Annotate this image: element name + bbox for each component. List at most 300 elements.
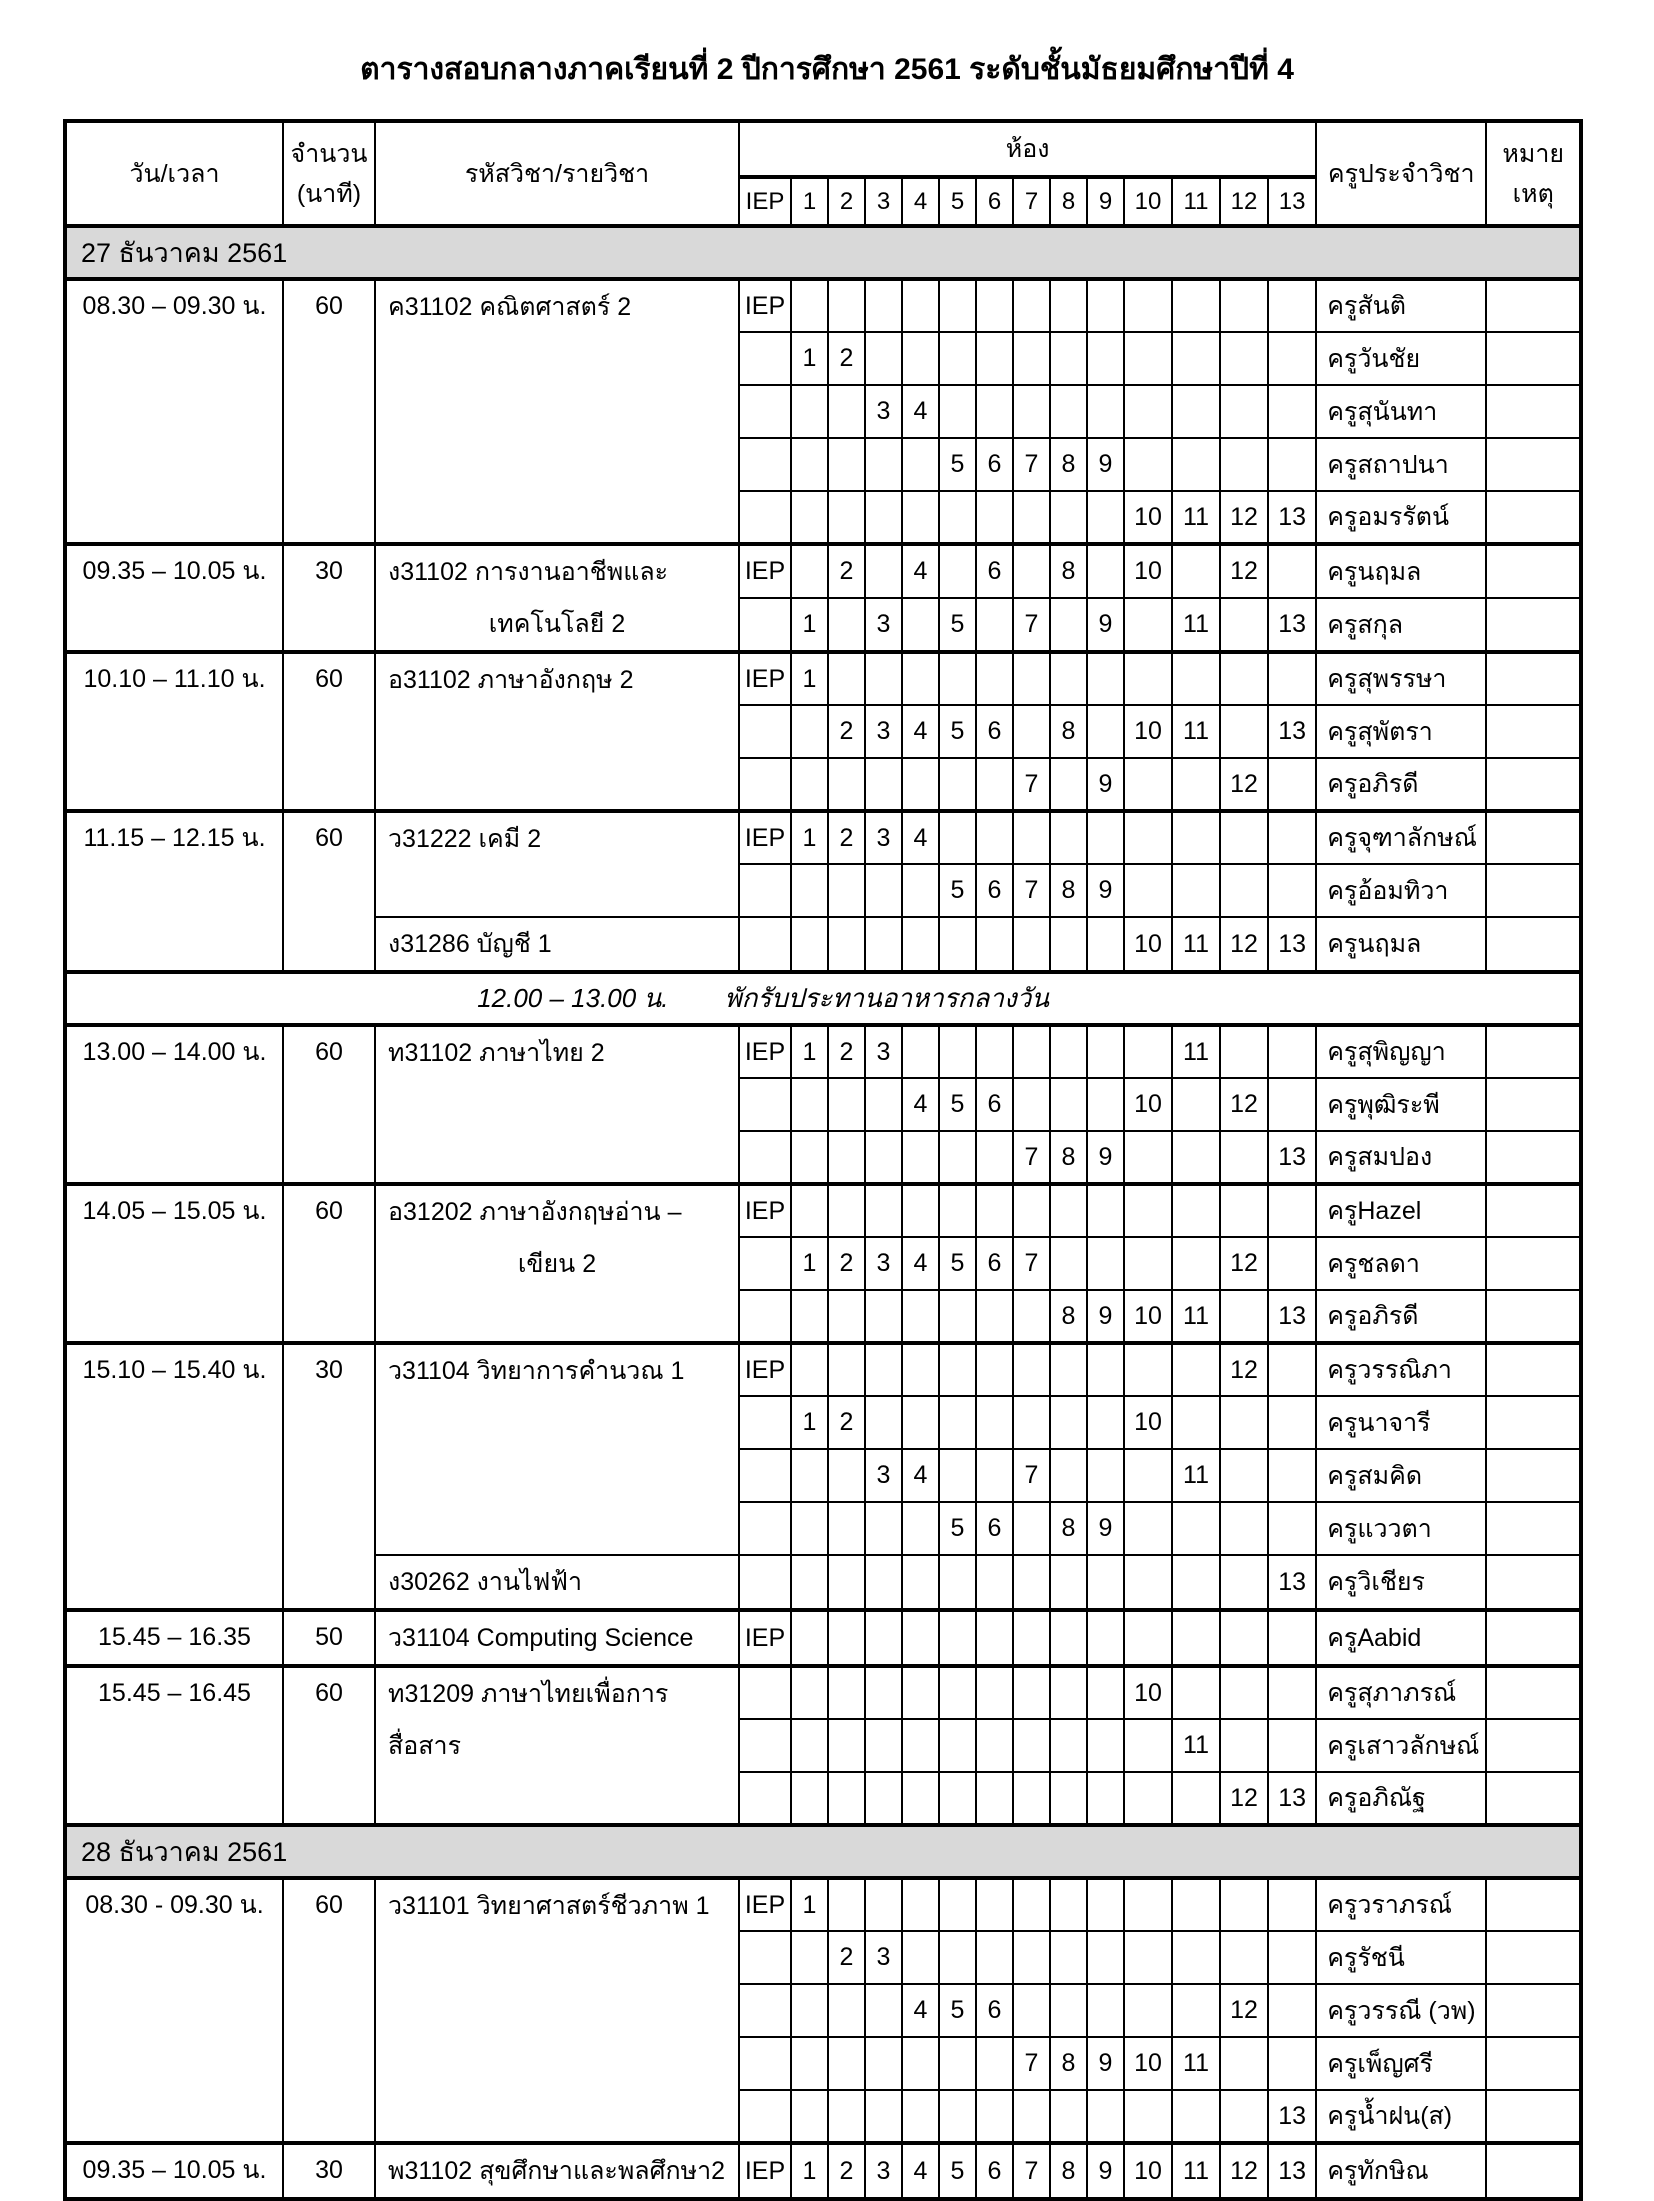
room-cell-7 (1013, 1772, 1050, 1825)
timetable-body (65, 226, 1581, 2199)
room-col-header-5: 5 (939, 177, 976, 226)
minutes-cell: 50 (283, 1610, 375, 1666)
room-cell-10 (1124, 279, 1172, 332)
room-cell-2 (828, 1290, 865, 1343)
room-cell-1: 1 (791, 811, 828, 864)
room-cell-6 (976, 1878, 1013, 1931)
room-cell-9 (1087, 652, 1124, 705)
room-col-header-4: 4 (902, 177, 939, 226)
subject-line: ว31104 วิทยาการคำนวณ 1 (388, 1357, 685, 1385)
room-cell-11: 11 (1172, 1719, 1220, 1772)
room-cell-3 (865, 2037, 902, 2090)
room-cell-3 (865, 1184, 902, 1237)
teacher-cell: ครูทักษิณ (1316, 2143, 1486, 2199)
room-cell-9 (1087, 1449, 1124, 1502)
room-cell-4: 4 (902, 1984, 939, 2037)
room-cell-3 (865, 544, 902, 598)
room-cell-6: 6 (976, 1502, 1013, 1555)
room-cell-12 (1220, 1719, 1268, 1772)
teacher-cell: ครูสถาปนา (1316, 438, 1486, 491)
room-cell-6 (976, 1449, 1013, 1502)
col-header-day-time: วัน/เวลา (65, 121, 283, 226)
room-cell-13 (1268, 1984, 1316, 2037)
room-cell-9 (1087, 544, 1124, 598)
room-cell-2 (828, 1131, 865, 1184)
room-cell-IEP (739, 1237, 791, 1290)
note-cell (1486, 705, 1581, 758)
room-cell-10 (1124, 1449, 1172, 1502)
room-cell-4: 4 (902, 1449, 939, 1502)
room-cell-12 (1220, 1449, 1268, 1502)
room-cell-1 (791, 1502, 828, 1555)
room-cell-1 (791, 1666, 828, 1719)
note-cell (1486, 438, 1581, 491)
room-cell-IEP: IEP (739, 279, 791, 332)
room-cell-10 (1124, 438, 1172, 491)
room-cell-1: 1 (791, 1878, 828, 1931)
room-cell-11: 11 (1172, 2143, 1220, 2199)
room-cell-5: 5 (939, 2143, 976, 2199)
room-cell-2 (828, 917, 865, 972)
room-cell-12 (1220, 2037, 1268, 2090)
room-cell-1: 1 (791, 598, 828, 652)
room-cell-2: 2 (828, 705, 865, 758)
room-cell-6 (976, 652, 1013, 705)
room-cell-2 (828, 1449, 865, 1502)
time-cell: 08.30 - 09.30 น. (65, 1878, 283, 2143)
room-cell-11 (1172, 1343, 1220, 1396)
room-cell-10 (1124, 1237, 1172, 1290)
note-cell (1486, 1984, 1581, 2037)
teacher-cell: ครูวราภรณ์ (1316, 1878, 1486, 1931)
room-cell-2 (828, 1878, 865, 1931)
room-cell-11 (1172, 864, 1220, 917)
room-cell-3 (865, 1984, 902, 2037)
room-cell-4 (902, 1290, 939, 1343)
room-cell-11 (1172, 438, 1220, 491)
subject-line: ว31101 วิทยาศาสตร์ชีวภาพ 1 (388, 1892, 710, 1920)
room-cell-10 (1124, 1502, 1172, 1555)
room-cell-4 (902, 332, 939, 385)
room-cell-6: 6 (976, 438, 1013, 491)
room-cell-4 (902, 758, 939, 811)
room-cell-IEP (739, 1131, 791, 1184)
time-cell: 15.45 – 16.35 (65, 1610, 283, 1666)
room-cell-8 (1050, 811, 1087, 864)
room-cell-1 (791, 1184, 828, 1237)
room-cell-IEP: IEP (739, 1878, 791, 1931)
room-cell-8 (1050, 917, 1087, 972)
room-col-header-11: 11 (1172, 177, 1220, 226)
room-cell-13: 13 (1268, 2090, 1316, 2143)
room-cell-11: 11 (1172, 491, 1220, 544)
room-cell-10 (1124, 1343, 1172, 1396)
room-cell-5 (939, 652, 976, 705)
room-cell-2 (828, 598, 865, 652)
room-cell-5 (939, 544, 976, 598)
room-cell-10 (1124, 598, 1172, 652)
room-cell-13: 13 (1268, 2143, 1316, 2199)
time-cell: 09.35 – 10.05 น. (65, 2143, 283, 2199)
room-cell-12: 12 (1220, 2143, 1268, 2199)
teacher-cell: ครูนาจารี (1316, 1396, 1486, 1449)
room-col-header-8: 8 (1050, 177, 1087, 226)
room-cell-12 (1220, 1931, 1268, 1984)
room-cell-9 (1087, 2090, 1124, 2143)
room-cell-2 (828, 1610, 865, 1666)
room-cell-4 (902, 1719, 939, 1772)
room-cell-7 (1013, 279, 1050, 332)
room-cell-2: 2 (828, 544, 865, 598)
col-header-note-line2: เหตุ (1512, 179, 1554, 208)
time-cell: 10.10 – 11.10 น. (65, 652, 283, 811)
room-cell-6 (976, 385, 1013, 438)
room-cell-1 (791, 1555, 828, 1610)
room-cell-11 (1172, 1396, 1220, 1449)
subject-line: ค31102 คณิตศาสตร์ 2 (388, 293, 632, 321)
note-cell (1486, 1610, 1581, 1666)
room-cell-5 (939, 1396, 976, 1449)
room-cell-8: 8 (1050, 544, 1087, 598)
room-cell-6: 6 (976, 1078, 1013, 1131)
room-cell-11 (1172, 811, 1220, 864)
room-cell-IEP: IEP (739, 1025, 791, 1078)
room-cell-4 (902, 1396, 939, 1449)
room-cell-10: 10 (1124, 1666, 1172, 1719)
room-cell-IEP (739, 864, 791, 917)
teacher-cell: ครูวรรณี (วพ) (1316, 1984, 1486, 2037)
room-cell-IEP (739, 705, 791, 758)
room-cell-13 (1268, 1878, 1316, 1931)
note-cell (1486, 544, 1581, 598)
room-cell-IEP: IEP (739, 544, 791, 598)
room-cell-8 (1050, 332, 1087, 385)
room-cell-7 (1013, 1555, 1050, 1610)
subject-cell (375, 1610, 739, 1666)
time-cell: 15.10 – 15.40 น. (65, 1343, 283, 1610)
room-cell-IEP (739, 1666, 791, 1719)
room-cell-1 (791, 1131, 828, 1184)
room-cell-7: 7 (1013, 438, 1050, 491)
subject-cell (375, 917, 739, 972)
time-cell: 13.00 – 14.00 น. (65, 1025, 283, 1184)
room-cell-3 (865, 1772, 902, 1825)
room-cell-7 (1013, 491, 1050, 544)
subject-line: ง31102 การงานอาชีพและ (388, 558, 669, 586)
room-cell-10 (1124, 1555, 1172, 1610)
room-cell-13 (1268, 1931, 1316, 1984)
subject-line: พ31102 สุขศึกษาและพลศึกษา2 (388, 2157, 726, 2185)
room-cell-13: 13 (1268, 1555, 1316, 1610)
minutes-cell: 60 (283, 1184, 375, 1343)
room-cell-3 (865, 1555, 902, 1610)
lunch-time: 12.00 – 13.00 น. (477, 983, 669, 1013)
room-cell-8: 8 (1050, 705, 1087, 758)
room-cell-7 (1013, 1666, 1050, 1719)
room-cell-10 (1124, 1719, 1172, 1772)
note-cell (1486, 1396, 1581, 1449)
room-cell-4: 4 (902, 385, 939, 438)
room-cell-2: 2 (828, 332, 865, 385)
room-cell-9: 9 (1087, 758, 1124, 811)
room-cell-10 (1124, 1772, 1172, 1825)
room-cell-11 (1172, 1772, 1220, 1825)
room-cell-4 (902, 438, 939, 491)
room-cell-13 (1268, 544, 1316, 598)
teacher-cell: ครูสุนันทา (1316, 385, 1486, 438)
room-cell-13 (1268, 438, 1316, 491)
room-cell-11: 11 (1172, 2037, 1220, 2090)
room-cell-6 (976, 758, 1013, 811)
room-cell-5 (939, 332, 976, 385)
room-cell-3 (865, 864, 902, 917)
room-cell-12: 12 (1220, 917, 1268, 972)
room-cell-8 (1050, 1931, 1087, 1984)
teacher-cell: ครูอภิรดี (1316, 1290, 1486, 1343)
room-cell-12: 12 (1220, 1078, 1268, 1131)
room-cell-9: 9 (1087, 1131, 1124, 1184)
room-cell-5 (939, 1131, 976, 1184)
room-cell-1 (791, 1078, 828, 1131)
teacher-cell: ครูสุพรรษา (1316, 652, 1486, 705)
teacher-cell: ครูอ้อมทิวา (1316, 864, 1486, 917)
room-cell-11 (1172, 1237, 1220, 1290)
room-cell-IEP (739, 1290, 791, 1343)
room-cell-11 (1172, 332, 1220, 385)
teacher-cell: ครูพุฒิระพี (1316, 1078, 1486, 1131)
room-cell-6: 6 (976, 2143, 1013, 2199)
room-cell-9: 9 (1087, 1290, 1124, 1343)
room-cell-13: 13 (1268, 917, 1316, 972)
room-cell-2 (828, 2090, 865, 2143)
room-cell-10 (1124, 652, 1172, 705)
room-cell-1 (791, 1984, 828, 2037)
room-cell-6 (976, 1025, 1013, 1078)
note-cell (1486, 2090, 1581, 2143)
teacher-cell: ครูสกุล (1316, 598, 1486, 652)
room-cell-9 (1087, 1610, 1124, 1666)
room-cell-8 (1050, 1396, 1087, 1449)
room-cell-8 (1050, 1555, 1087, 1610)
room-cell-8 (1050, 758, 1087, 811)
room-cell-9: 9 (1087, 598, 1124, 652)
room-cell-4 (902, 1772, 939, 1825)
room-cell-2 (828, 758, 865, 811)
room-cell-2 (828, 1343, 865, 1396)
room-cell-13: 13 (1268, 1772, 1316, 1825)
time-cell: 09.35 – 10.05 น. (65, 544, 283, 652)
room-cell-3 (865, 1078, 902, 1131)
room-cell-13 (1268, 1184, 1316, 1237)
exam-row (65, 1343, 1581, 1396)
room-cell-6 (976, 1343, 1013, 1396)
room-cell-5 (939, 1025, 976, 1078)
room-cell-3 (865, 758, 902, 811)
note-cell (1486, 1666, 1581, 1719)
room-cell-13 (1268, 2037, 1316, 2090)
teacher-cell: ครูเพ็ญศรี (1316, 2037, 1486, 2090)
room-cell-IEP (739, 917, 791, 972)
room-cell-5: 5 (939, 1237, 976, 1290)
room-cell-IEP (739, 491, 791, 544)
room-cell-8 (1050, 385, 1087, 438)
room-cell-12 (1220, 1396, 1268, 1449)
exam-row (65, 1025, 1581, 1078)
note-cell (1486, 491, 1581, 544)
room-cell-7 (1013, 1610, 1050, 1666)
room-cell-7 (1013, 1878, 1050, 1931)
room-col-header-13: 13 (1268, 177, 1316, 226)
room-cell-1 (791, 438, 828, 491)
room-cell-4 (902, 491, 939, 544)
teacher-cell: ครูจุฑาลักษณ์ (1316, 811, 1486, 864)
note-cell (1486, 2143, 1581, 2199)
room-cell-12: 12 (1220, 1772, 1268, 1825)
room-cell-4 (902, 1184, 939, 1237)
room-cell-6 (976, 1931, 1013, 1984)
room-cell-11 (1172, 1184, 1220, 1237)
exam-row (65, 1184, 1581, 1237)
room-cell-4 (902, 598, 939, 652)
note-cell (1486, 1555, 1581, 1610)
subject-line: ว31222 เคมี 2 (388, 825, 542, 853)
room-cell-8 (1050, 1719, 1087, 1772)
room-cell-IEP (739, 1449, 791, 1502)
room-cell-6 (976, 2037, 1013, 2090)
room-cell-IEP: IEP (739, 1610, 791, 1666)
room-cell-2: 2 (828, 1025, 865, 1078)
teacher-cell: ครูนฤมล (1316, 917, 1486, 972)
room-cell-9 (1087, 917, 1124, 972)
note-cell (1486, 2037, 1581, 2090)
room-cell-5 (939, 1184, 976, 1237)
room-cell-10: 10 (1124, 544, 1172, 598)
exam-timetable (63, 119, 1583, 2201)
room-cell-3 (865, 1666, 902, 1719)
room-cell-11 (1172, 1984, 1220, 2037)
note-cell (1486, 1184, 1581, 1237)
note-cell (1486, 811, 1581, 864)
room-cell-13 (1268, 385, 1316, 438)
room-cell-4 (902, 1131, 939, 1184)
room-cell-3: 3 (865, 1025, 902, 1078)
room-cell-5 (939, 1666, 976, 1719)
room-cell-1 (791, 705, 828, 758)
room-cell-5 (939, 1555, 976, 1610)
room-cell-10: 10 (1124, 1396, 1172, 1449)
room-cell-10 (1124, 1610, 1172, 1666)
room-cell-4 (902, 1343, 939, 1396)
note-cell (1486, 652, 1581, 705)
room-cell-12 (1220, 1290, 1268, 1343)
room-cell-5: 5 (939, 864, 976, 917)
room-cell-3 (865, 1131, 902, 1184)
room-cell-10: 10 (1124, 705, 1172, 758)
room-cell-8 (1050, 1772, 1087, 1825)
room-cell-13 (1268, 864, 1316, 917)
room-cell-IEP (739, 1984, 791, 2037)
room-cell-5: 5 (939, 598, 976, 652)
room-cell-10 (1124, 385, 1172, 438)
room-col-header-IEP: IEP (739, 177, 791, 226)
room-cell-6 (976, 1666, 1013, 1719)
room-cell-9 (1087, 385, 1124, 438)
room-cell-2 (828, 1772, 865, 1825)
room-cell-9 (1087, 1237, 1124, 1290)
note-cell (1486, 758, 1581, 811)
subject-line: ท31209 ภาษาไทยเพื่อการ (388, 1680, 669, 1708)
room-cell-6 (976, 1719, 1013, 1772)
room-cell-5 (939, 1878, 976, 1931)
room-cell-12: 12 (1220, 1237, 1268, 1290)
room-cell-1 (791, 917, 828, 972)
room-cell-9 (1087, 491, 1124, 544)
teacher-cell: ครูสุพัตรา (1316, 705, 1486, 758)
room-cell-IEP: IEP (739, 2143, 791, 2199)
room-cell-6: 6 (976, 544, 1013, 598)
room-cell-1 (791, 2090, 828, 2143)
minutes-cell: 60 (283, 279, 375, 544)
room-cell-12 (1220, 332, 1268, 385)
room-cell-12 (1220, 1878, 1268, 1931)
room-cell-6 (976, 491, 1013, 544)
room-cell-1 (791, 864, 828, 917)
teacher-cell: ครูเสาวลักษณ์ (1316, 1719, 1486, 1772)
room-cell-8 (1050, 279, 1087, 332)
room-cell-12 (1220, 811, 1268, 864)
note-cell (1486, 279, 1581, 332)
room-cell-12: 12 (1220, 1343, 1268, 1396)
room-cell-2: 2 (828, 811, 865, 864)
note-cell (1486, 1502, 1581, 1555)
room-cell-5: 5 (939, 1078, 976, 1131)
room-cell-12 (1220, 279, 1268, 332)
room-cell-2 (828, 279, 865, 332)
room-col-header-7: 7 (1013, 177, 1050, 226)
time-cell: 14.05 – 15.05 น. (65, 1184, 283, 1343)
room-cell-13: 13 (1268, 491, 1316, 544)
note-cell (1486, 1719, 1581, 1772)
room-cell-6 (976, 1555, 1013, 1610)
teacher-cell: ครูHazel (1316, 1184, 1486, 1237)
room-cell-7 (1013, 1290, 1050, 1343)
room-cell-11 (1172, 279, 1220, 332)
room-cell-5: 5 (939, 438, 976, 491)
room-cell-9 (1087, 1025, 1124, 1078)
exam-row (65, 811, 1581, 864)
room-cell-6: 6 (976, 1984, 1013, 2037)
room-cell-8: 8 (1050, 1290, 1087, 1343)
date-section-label: 27 ธันวาคม 2561 (65, 226, 1581, 279)
room-cell-10 (1124, 1184, 1172, 1237)
room-cell-6 (976, 1610, 1013, 1666)
room-cell-10 (1124, 2090, 1172, 2143)
room-cell-8 (1050, 1878, 1087, 1931)
room-cell-9 (1087, 1555, 1124, 1610)
note-cell (1486, 1878, 1581, 1931)
room-cell-6 (976, 1184, 1013, 1237)
room-cell-3 (865, 1610, 902, 1666)
room-cell-5: 5 (939, 1502, 976, 1555)
teacher-cell: ครูน้ำฝน(ส) (1316, 2090, 1486, 2143)
room-cell-IEP (739, 758, 791, 811)
room-cell-12 (1220, 705, 1268, 758)
note-cell (1486, 1131, 1581, 1184)
room-cell-7 (1013, 1184, 1050, 1237)
time-cell: 08.30 – 09.30 น. (65, 279, 283, 544)
room-cell-5 (939, 279, 976, 332)
teacher-cell: ครูชลดา (1316, 1237, 1486, 1290)
